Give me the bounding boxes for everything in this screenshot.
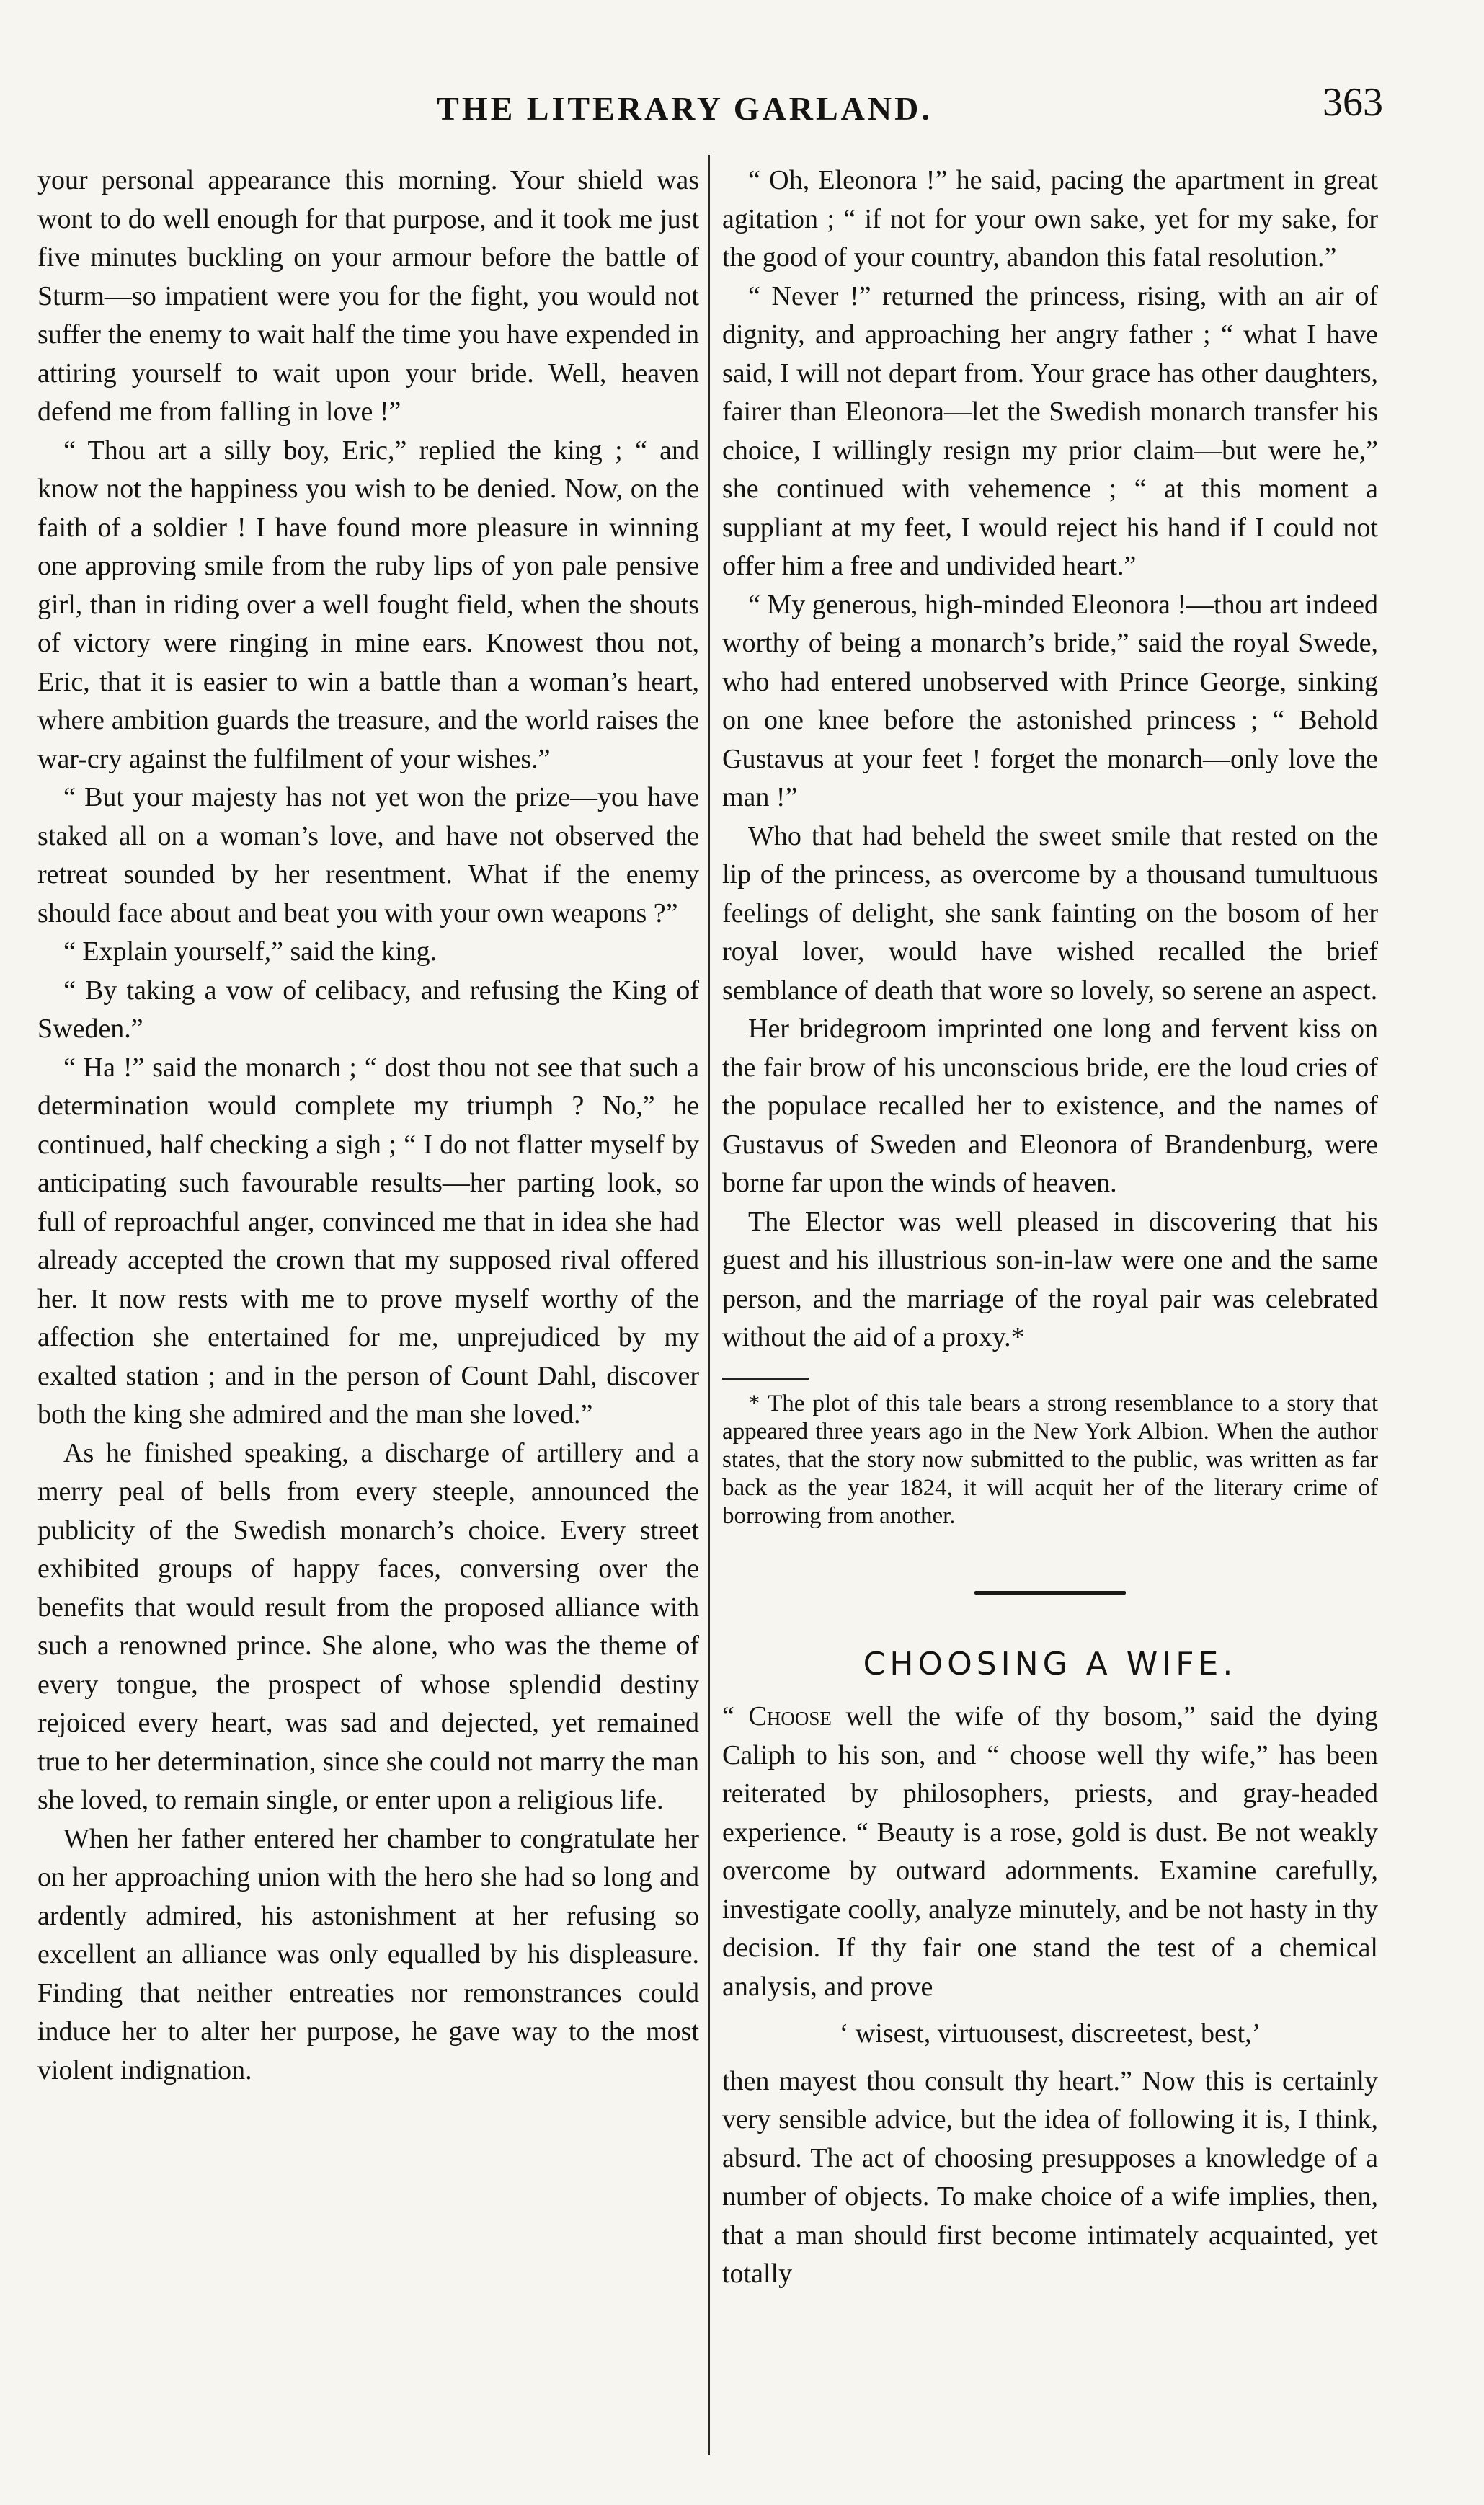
paragraph: “ But your majesty has not yet won the prize—you have staked all on a woman’s love, and have not observed the retreat sounded by her resentment. What if the enemy should face about and beat you with your own weapons ?” xyxy=(37,782,699,928)
paragraph: “ Explain yourself,” said the king. xyxy=(63,936,437,967)
page-number: 363 xyxy=(1323,80,1383,125)
paragraph-text: well the wife of thy bosom,” said the dying Caliph to his son, and “ choose well thy wife,” has been reiterated by philosophers, priests, and gray-headed experience. “ Beauty is a rose, gold is dust. Be not weakly overcome by outward adornments. Examine carefully, investigate coolly, analyze minutely, and be not hasty in thy decision. If thy fair one stand the test of a chemical analysis, and prove xyxy=(722,1701,1378,2002)
paragraph: “ By taking a vow of celibacy, and refusing the King of Sweden.” xyxy=(37,975,699,1044)
paragraph: Her bridegroom imprinted one long and fervent kiss on the fair brow of his unconscious bride, ere the loud cries of the populace recalled her to existence, and the names of Gustavus of Sweden and Eleonora of Brandenburg, were borne far upon the winds of heaven. xyxy=(722,1014,1378,1198)
footnote-rule xyxy=(722,1378,809,1380)
column-divider xyxy=(708,155,710,2455)
right-column xyxy=(722,161,1378,2294)
running-head xyxy=(0,80,1484,143)
paragraph: “ Oh, Eleonora !” he said, pacing the apartment in great agitation ; “ if not for your own sake, yet for my sake, for the good of your country, abandon this fatal resolution.” xyxy=(722,165,1378,272)
paragraph: “ My generous, high-minded Eleonora !—thou art indeed worthy of being a monarch’s bride,” said the royal Swede, who had entered unobserved with Prince George, sinking on one knee before the astonished princess ; “ Behold Gustavus at your feet ! forget the monarch—only love the man !” xyxy=(722,589,1378,812)
footnote: * The plot of this tale bears a strong resemblance to a story that appeared three years ago in the New York Albion. When the author states, that the story now submitted to the public, was written as far back as the year 1824, it will acquit her of the literary crime of borrowing from another. xyxy=(722,1390,1378,1529)
quoted-verse: ‘ wisest, virtuousest, discreetest, best,’ xyxy=(839,2018,1261,2049)
opening-word: “ Choose xyxy=(722,1701,832,1732)
paragraph: When her father entered her chamber to congratulate her on her approaching union with the hero she had so long and ardently admired, his astonishment at her refusing so excellent an alliance was only equalled by his displeasure. Finding that neither entreaties nor remonstrances could induce her to alter her purpose, he gave way to the most violent indignation. xyxy=(37,1823,699,2085)
chapter-paragraph: then mayest thou consult thy heart.” Now this is certainly very sensible advice, but the idea of following it is, I think, absurd. The act of choosing presupposes a knowledge of a number of objects. To make choice of a wife implies, then, that a man should first become intimately acquainted, yet totally xyxy=(722,2065,1378,2289)
section-divider xyxy=(974,1591,1126,1595)
paragraph: your personal appearance this morning. Your shield was wont to do well enough for that purpose, and it took me just five minutes buckling on your armour before the battle of Sturm—so impatient were you for the fight, you would not suffer the enemy to wait half the time you have expended in attiring yourself to wait upon your bride. Well, heaven defend me from falling in love !” xyxy=(37,165,699,427)
running-title: THE LITERARY GARLAND. xyxy=(437,90,933,127)
paragraph: “ Thou art a silly boy, Eric,” replied the king ; “ and know not the happiness you wish to be denied. Now, on the faith of a soldier ! I have found more pleasure in winning one approving smile from the ruby lips of yon pale pensive girl, than in riding over a well fought field, when the shouts of victory were ringing in mine ears. Knowest thou not, Eric, that it is easier to win a battle than a woman’s heart, where ambition guards the treasure, and the world raises the war-cry against the fulfilment of your wishes.” xyxy=(37,435,699,774)
paragraph: “ Ha !” said the monarch ; “ dost thou not see that such a determination would complete my triumph ? No,” he continued, half checking a sigh ; “ I do not flatter myself by anticipating such favourable results—her parting look, so full of reproachful anger, convinced me that in idea she had already accepted the crown that my supposed rival offered her. It now rests with me to prove myself worthy of the affection she entertained for me, unprejudiced by my exalted station ; and in the person of Count Dahl, discover both the king she admired and the man she loved.” xyxy=(37,1052,699,1429)
chapter-title: CHOOSING A WIFE. xyxy=(863,1645,1238,1682)
paragraph: The Elector was well pleased in discovering that his guest and his illustrious son-in-law were one and the same person, and the marriage of the royal pair was celebrated without the aid of a proxy.* xyxy=(722,1206,1378,1352)
paragraph: As he finished speaking, a discharge of artillery and a merry peal of bells from every steeple, announced the publicity of the Swedish monarch’s choice. Every street exhibited groups of happy faces, conversing over the benefits that would result from the proposed alliance with such a renowned prince. She alone, who was the theme of every tongue, the prospect of whose splendid destiny rejoiced every heart, was sad and dejected, yet remained true to her determination, since she could not marry the man she loved, to remain single, or enter upon a religious life. xyxy=(37,1437,699,1815)
paragraph: Who that had beheld the sweet smile that rested on the lip of the princess, as overcome by a thousand tumultuous feelings of delight, she sank fainting on the bosom of her royal lover, would have wished recalled the brief semblance of death that wore so lovely, so serene an aspect. xyxy=(722,820,1378,1006)
left-column xyxy=(37,161,699,2090)
paragraph: “ Never !” returned the princess, rising, with an air of dignity, and approaching her angry father ; “ what I have said, I will not depart from. Your grace has other daughters, fairer than Eleonora—let the Swedish monarch transfer his choice, I willingly resign my prior claim—but were he,” she continued with vehemence ; “ at this moment a suppliant at my feet, I would reject his hand if I could not offer him a free and undivided heart.” xyxy=(722,280,1378,581)
chapter-paragraph xyxy=(722,1698,1378,2006)
